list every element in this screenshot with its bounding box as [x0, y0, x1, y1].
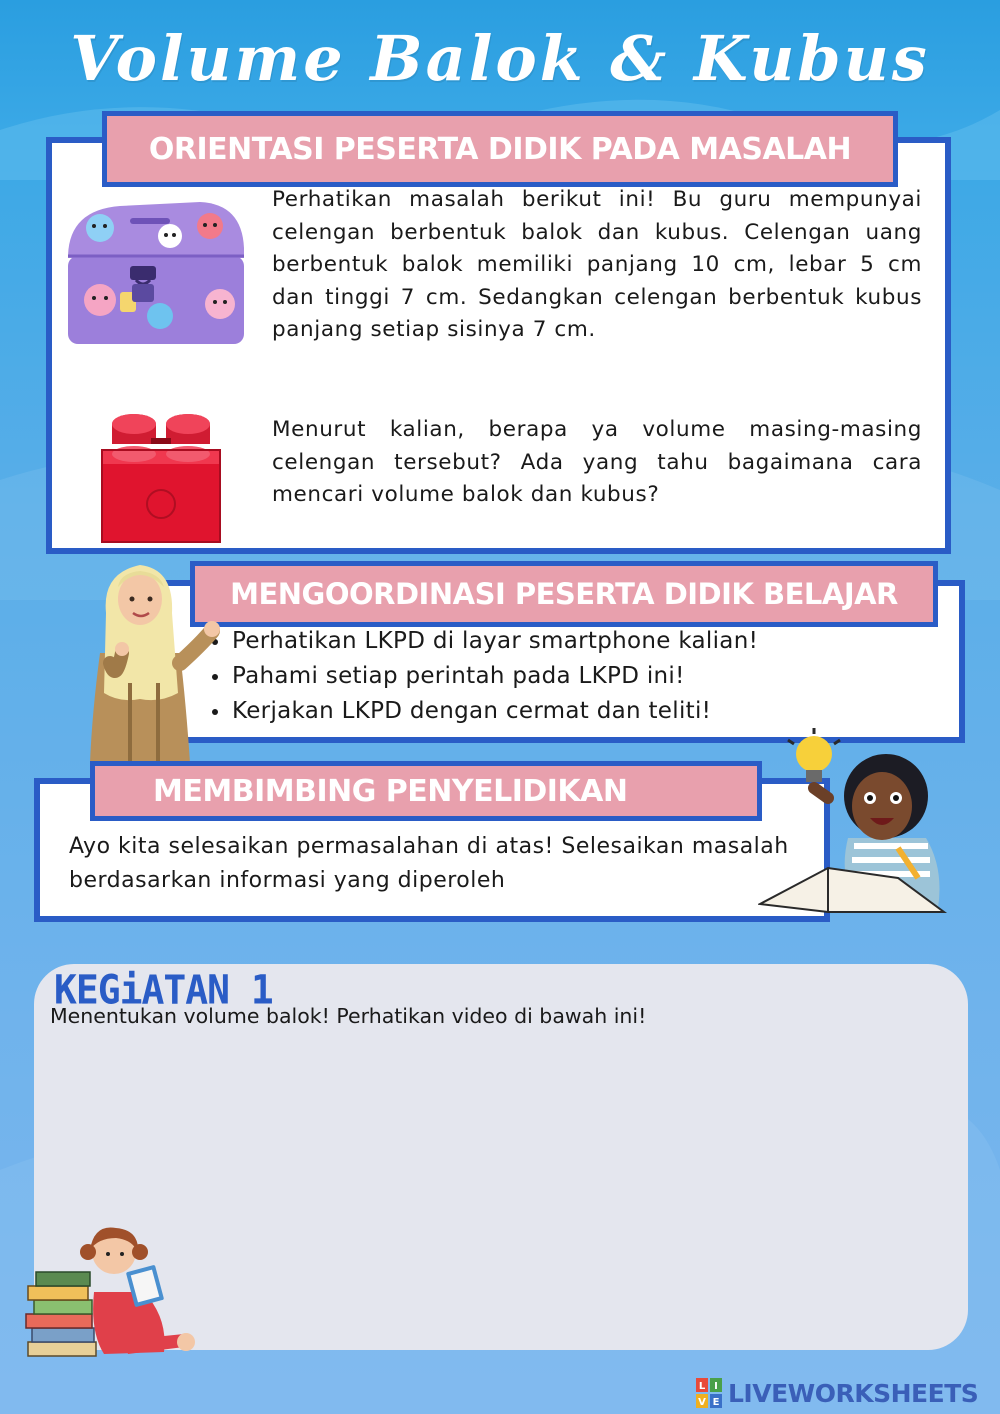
- activity-instruction: Menentukan volume balok! Perhatikan video di bawah ini!: [50, 1004, 647, 1028]
- problem-description-text: Perhatikan masalah berikut ini! Bu guru mempunyai celengan berbentuk balok dan kubus. Celengan uang berbentuk balok memiliki panjang 10 cm, lebar 5 cm dan tinggi 7 cm. Sedangkan celengan berbentuk kubus panjang setiap sisinya 7 cm.: [272, 187, 922, 343]
- problem-question-text: Menurut kalian, berapa ya volume masing-masing celengan tersebut? Ada yang tahu bagaimana cara mencari volume balok dan kubus?: [272, 417, 922, 508]
- list-item: Pahami setiap perintah pada LKPD ini!: [210, 659, 950, 694]
- section-heading-coordination: MENGOORDINASI PESERTA DIDIK BELAJAR: [190, 561, 938, 627]
- logo-letter: I: [714, 1381, 718, 1392]
- section-heading-investigation: MEMBIMBING PENYELIDIKAN: [90, 761, 762, 821]
- investigation-text: Ayo kita selesaikan permasalahan di atas! Selesaikan masalah berdasarkan informasi yang diperoleh: [69, 834, 789, 893]
- piggy-bank-tin-image: [60, 188, 250, 358]
- girl-reading-illustration: [24, 1222, 199, 1370]
- section-heading-orientation: ORIENTASI PESERTA DIDIK PADA MASALAH: [102, 111, 898, 187]
- list-item: Kerjakan LKPD dengan cermat dan teliti!: [210, 694, 950, 729]
- logo-letter: L: [698, 1381, 706, 1392]
- activity-title: KEGiATAN 1: [54, 966, 273, 1014]
- teacher-illustration: [70, 553, 220, 763]
- list-item: Perhatikan LKPD di layar smartphone kalian!: [210, 624, 950, 659]
- page-title: Volume Balok & Kubus: [70, 22, 930, 95]
- liveworksheets-logo[interactable]: [696, 1376, 978, 1410]
- liveworksheets-logo-text: LIVEWORKSHEETS: [728, 1378, 979, 1408]
- red-lego-bank-image: [96, 410, 226, 550]
- learning-instructions-list: [210, 624, 950, 729]
- liveworksheets-logo-icon: [696, 1378, 722, 1408]
- logo-letter: V: [698, 1397, 706, 1408]
- student-lightbulb-illustration: [758, 728, 948, 918]
- logo-letter: E: [712, 1397, 720, 1408]
